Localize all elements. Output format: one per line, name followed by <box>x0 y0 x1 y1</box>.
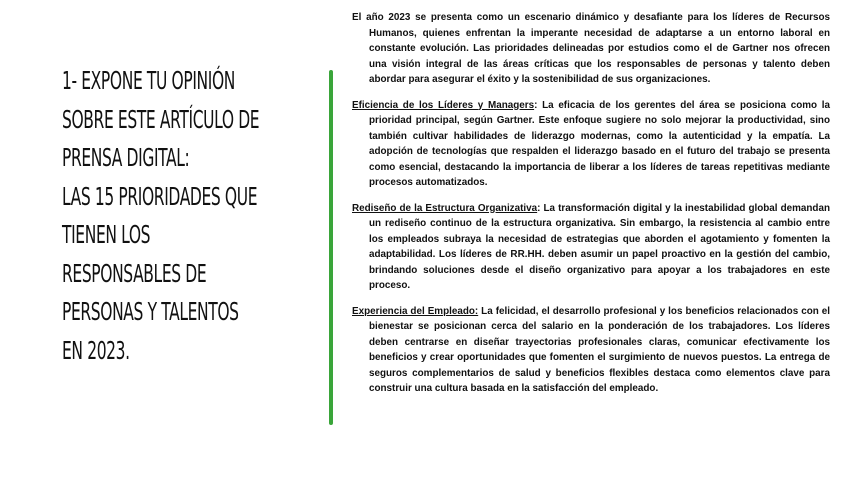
title-line: SOBRE ESTE ARTÍCULO DE <box>62 104 260 134</box>
article-body <box>352 10 830 407</box>
intro-paragraph <box>352 10 830 88</box>
title-line: LAS 15 PRIORIDADES QUE <box>62 181 258 211</box>
title-line: 1- EXPONE TU OPINIÓN <box>62 66 236 95</box>
paragraph-text: : La eficacia de los gerentes del área se posiciona como la prioridad principal, según Gartner. Este enfoque sugiere no solo mejorar la productividad, sino también cultivar habilidades de liderazgo modernas, como la autenticidad y la empatía. La adopción de tecnologías que respalden el liderazgo basado en el futuro del trabajo se presenta como esencial, destacando la importancia de liberar a los líderes de tareas repetitivas mediante procesos automatizados. <box>369 99 830 188</box>
paragraph-heading: Rediseño de la Estructura Organizativa <box>352 202 538 214</box>
slide-title <box>62 62 260 370</box>
org-redesign-paragraph <box>352 201 830 294</box>
title-line: TIENEN LOS <box>62 220 151 249</box>
paragraph-text: : La transformación digital y la inestabilidad global demandan un rediseño continuo de la estructura organizativa. Sin embargo, la resistencia al cambio entre los empleados subraya la necesidad de estrategias que aborden el agotamiento y fomenten la adaptabilidad. Los líderes de RR.HH. deben asumir un papel proactivo en la gestión del cambio, brindando soluciones desde el diseño organizativo para apoyar a los trabajadores en este proceso. <box>369 202 830 291</box>
paragraph-heading: Eficiencia de los Líderes y Managers <box>352 99 535 111</box>
title-line: EN 2023. <box>62 335 130 365</box>
title-line: PRENSA DIGITAL: <box>62 143 190 172</box>
title-line: RESPONSABLES DE <box>62 258 207 288</box>
paragraph-text: El año 2023 se presenta como un escenario dinámico y desafiante para los líderes de Recursos Humanos, quienes enfrentan la imperante necesidad de adaptarse a un entorno laboral en constante evolución. Las prioridades delineadas por estudios como el de Gartner nos ofrecen una visión integral de las áreas críticas que los responsables de personas y talento deben abordar para asegurar el éxito y la sostenibilidad de sus organizaciones. <box>352 12 830 85</box>
paragraph-heading: Experiencia del Empleado: <box>352 305 479 317</box>
title-line: PERSONAS Y TALENTOS <box>62 297 239 326</box>
leaders-efficiency-paragraph <box>352 98 830 191</box>
green-divider-line <box>329 70 333 425</box>
paragraph-text: La felicidad, el desarrollo profesional y los beneficios relacionados con el bienestar se posicionan cerca del salario en la ponderación de los trabajadores. Los líderes deben centrarse en diseñar trayectorias profesionales claras, comunicar efectivamente los beneficios y crear oportunidades que fomenten el surgimiento de nuevos puestos. La entrega de seguros complementarios de salud y beneficios flexibles destaca como elementos clave para construir una cultura basada en la satisfacción del empleado. <box>369 305 830 394</box>
employee-experience-paragraph <box>352 304 830 397</box>
